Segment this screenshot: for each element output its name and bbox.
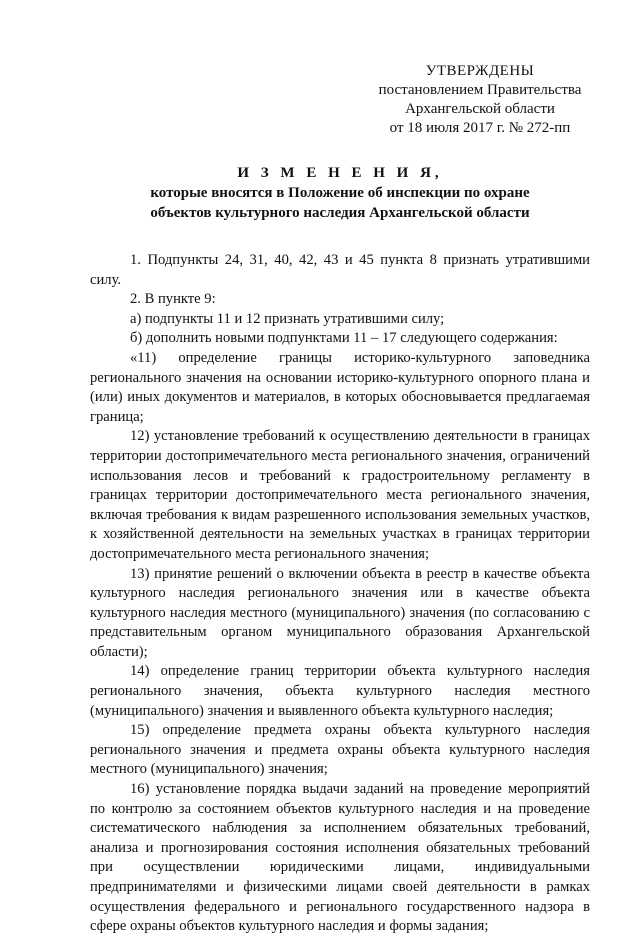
title-subline: которые вносятся в Положение об инспекции по охране — [150, 185, 530, 201]
paragraph-2b: б) дополнить новыми подпунктами 11 – 17 следующего содержания: — [130, 330, 558, 347]
subpoint-16: 16) установление порядка выдачи заданий на проведение мероприятий по контролю за состоянием объектов культурного наследия и на проведение систематического наблюдения за исполнением обязательных требований, анализа и прогнозирования состояния исполнения обязательных требований при осуществлении юридическими лицами, индивидуальными предпринимателями и физическими лицами своей деятельности в рамках осуществления федерального и регионального государственного надзора в сфере охраны объектов культурного наследия и формы задания; — [90, 781, 590, 935]
title-heading: И З М Е Н Е Н И Я, — [237, 165, 443, 181]
title-subline: объектов культурного наследия Архангельской области — [150, 205, 530, 221]
subpoint-13: 13) принятие решений о включении объекта в реестр в качестве объекта культурного наследия регионального значения или в качестве объекта культурного наследия местного (муниципального) значения (по согласованию с представительным органом муниципального образования Архангельской области); — [90, 565, 590, 660]
document-title — [90, 163, 590, 223]
approval-stamp — [360, 62, 600, 138]
paragraph-2: 2. В пункте 9: — [130, 291, 216, 308]
document-body — [90, 251, 590, 937]
subpoint-14: 14) определение границ территории объекта культурного наследия регионального значения, объекта культурного наследия местного (муниципального) значения и выявленного объекта культурного наследия; — [90, 663, 590, 719]
approval-date: от 18 июля 2017 г. № 272-пп — [389, 120, 571, 136]
subpoint-15: 15) определение предмета охраны объекта культурного наследия регионального значения и предмета охраны объекта культурного наследия местного (муниципального) значения; — [90, 722, 590, 778]
approval-heading: УТВЕРЖДЕНЫ — [425, 63, 535, 79]
subpoint-11: «11) определение границы историко-культурного заповедника регионального значения на основании историко-культурного опорного плана и (или) иных документов и материалов, в которых обосновывается предлагаемая граница; — [90, 349, 590, 425]
approval-line: постановлением Правительства — [378, 82, 582, 98]
approval-line: Архангельской области — [405, 101, 555, 117]
paragraph-2a: а) подпункты 11 и 12 признать утратившими силу; — [130, 310, 445, 327]
subpoint-12: 12) установление требований к осуществлению деятельности в границах территории достопримечательного места регионального значения, ограничений использования лесов и требований к градостроительному регламенту в границах территории достопримечательного места регионального значения, включая требования к видам разрешенного использования земельных участков, к хозяйственной деятельности на земельных участках в границах территории достопримечательного места регионального значения; — [90, 428, 590, 562]
paragraph-1: 1. Подпункты 24, 31, 40, 42, 43 и 45 пункта 8 признать утратившими силу. — [90, 252, 590, 288]
